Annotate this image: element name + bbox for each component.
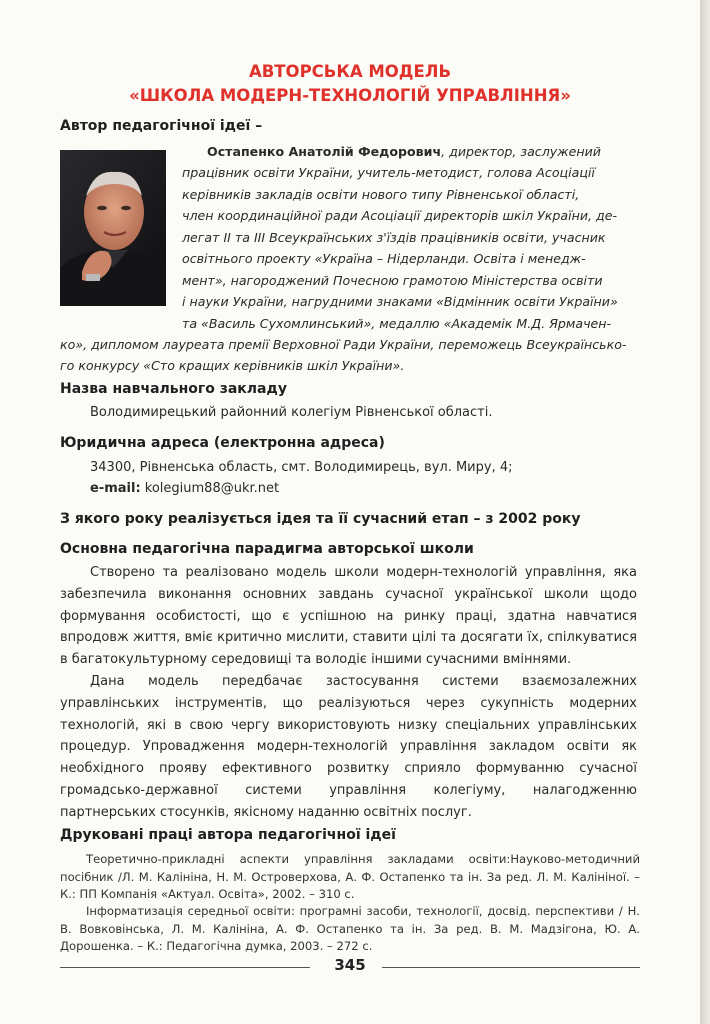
bio-line: мент», нагороджений Почесною грамотою Міністерства освіти	[182, 273, 603, 288]
bio-line: і науки України, нагрудними знаками «Відмінник освіти України»	[182, 294, 618, 309]
year-heading: З якого року реалізується ідея та її сучасний етап – з 2002 року	[60, 511, 581, 527]
work-item-2: Інформатизація середньої освіти: програмні засоби, технології, досвід. перспективи / Н. В. Вовковінська, Л. М. Калініна, А. Ф. Остапенко та ін. За ред. В. М. Мадзігона, Ю. А. Дорошенка. – К.: Педагогічна думка, 2003. – 272 с.	[60, 904, 640, 954]
paradigm-paragraph-2: Дана модель передбачає застосування системи взаємозалежних управлінських інструментів, що реалізуються через сукупність модерних технологій, які в свою чергу використовують низку спеціальних управлінських процедур. Упровадження модерн-технологій управління закладом освіти як необхідного прояву ефективного розвитку сприяло формуванню сучасної громадсько-державної системи управління колегіуму, налагодженню партнерських стосунків, якісному наданню освітніх послуг.	[60, 674, 637, 820]
bio-line: освітнього проекту «Україна – Нідерланди. Освіта і менедж-	[182, 251, 586, 266]
bio-line: ко», дипломом лауреата премії Верховної Ради України, переможець Всеукраїнсько-	[60, 337, 627, 352]
page-number: 345	[334, 956, 366, 974]
author-name: Остапенко Анатолій Федорович	[207, 144, 442, 159]
author-photo	[60, 150, 166, 306]
footer-rule-left	[60, 967, 310, 968]
bio-line: та «Василь Сухомлинський», медаллю «Академік М.Д. Ярмачен-	[182, 316, 612, 331]
bio-line: працівник освіти України, учитель-методист, голова Асоціації	[182, 165, 595, 180]
address-heading: Юридична адреса (електронна адреса)	[60, 435, 385, 451]
footer-rule-right	[382, 967, 640, 968]
bio-line-1: Остапенко Анатолій Федорович, директор, заслужений	[207, 144, 601, 159]
bio-line: керівників закладів освіти нового типу Рівненської області,	[182, 187, 580, 202]
work-item-1: Теоретично-прикладні аспекти управління закладами освіти:Науково-методичний посібник /Л. М. Калініна, Н. М. Островерхова, А. Ф. Остапенко та ін. За ред. Л. М. Калініної. – К.: ПП Компанія «Актуал. Освіта», 2002. – 310 с.	[60, 852, 640, 902]
institution-heading: Назва навчального закладу	[60, 381, 287, 397]
portrait-image	[60, 150, 166, 306]
works-heading: Друковані праці автора педагогічної ідеї	[60, 827, 396, 843]
bio-line: легат II та III Всеукраїнських з'їздів працівників освіти, учасник	[182, 230, 606, 245]
institution-name: Володимирецький районний колегіум Рівненської області.	[90, 405, 493, 420]
page-title	[0, 60, 700, 108]
bio-line: член координаційної ради Асоціації директорів шкіл України, де-	[182, 208, 618, 223]
bio-line: го конкурсу «Сто кращих керівників шкіл України».	[60, 358, 405, 373]
email-value: kolegium88@ukr.net	[140, 481, 280, 496]
title-line-1: АВТОРСЬКА МОДЕЛЬ	[248, 62, 452, 81]
paradigm-heading: Основна педагогічна парадигма авторської школи	[60, 541, 474, 557]
author-heading: Автор педагогічної ідеї –	[60, 118, 263, 134]
postal-address: 34300, Рівненська область, смт. Володимирець, вул. Миру, 4;	[90, 460, 513, 475]
paradigm-paragraph-1: Створено та реалізовано модель школи модерн-технологій управління, яка забезпечила виконання основних завдань сучасної української школи щодо формування особистості, що є успішною на ринку праці, здатна навчатися впродовж життя, вміє критично мислити, ставити цілі та досягати їх, спілкуватися в багатокультурному середовищі та володіє іншими сучасними вміннями.	[60, 565, 637, 668]
title-line-2: «ШКОЛА МОДЕРН-ТЕХНОЛОГІЙ УПРАВЛІННЯ»	[129, 86, 571, 105]
email-label: e-mail:	[90, 481, 141, 496]
page-edge	[700, 0, 710, 1024]
email-line	[90, 478, 279, 500]
